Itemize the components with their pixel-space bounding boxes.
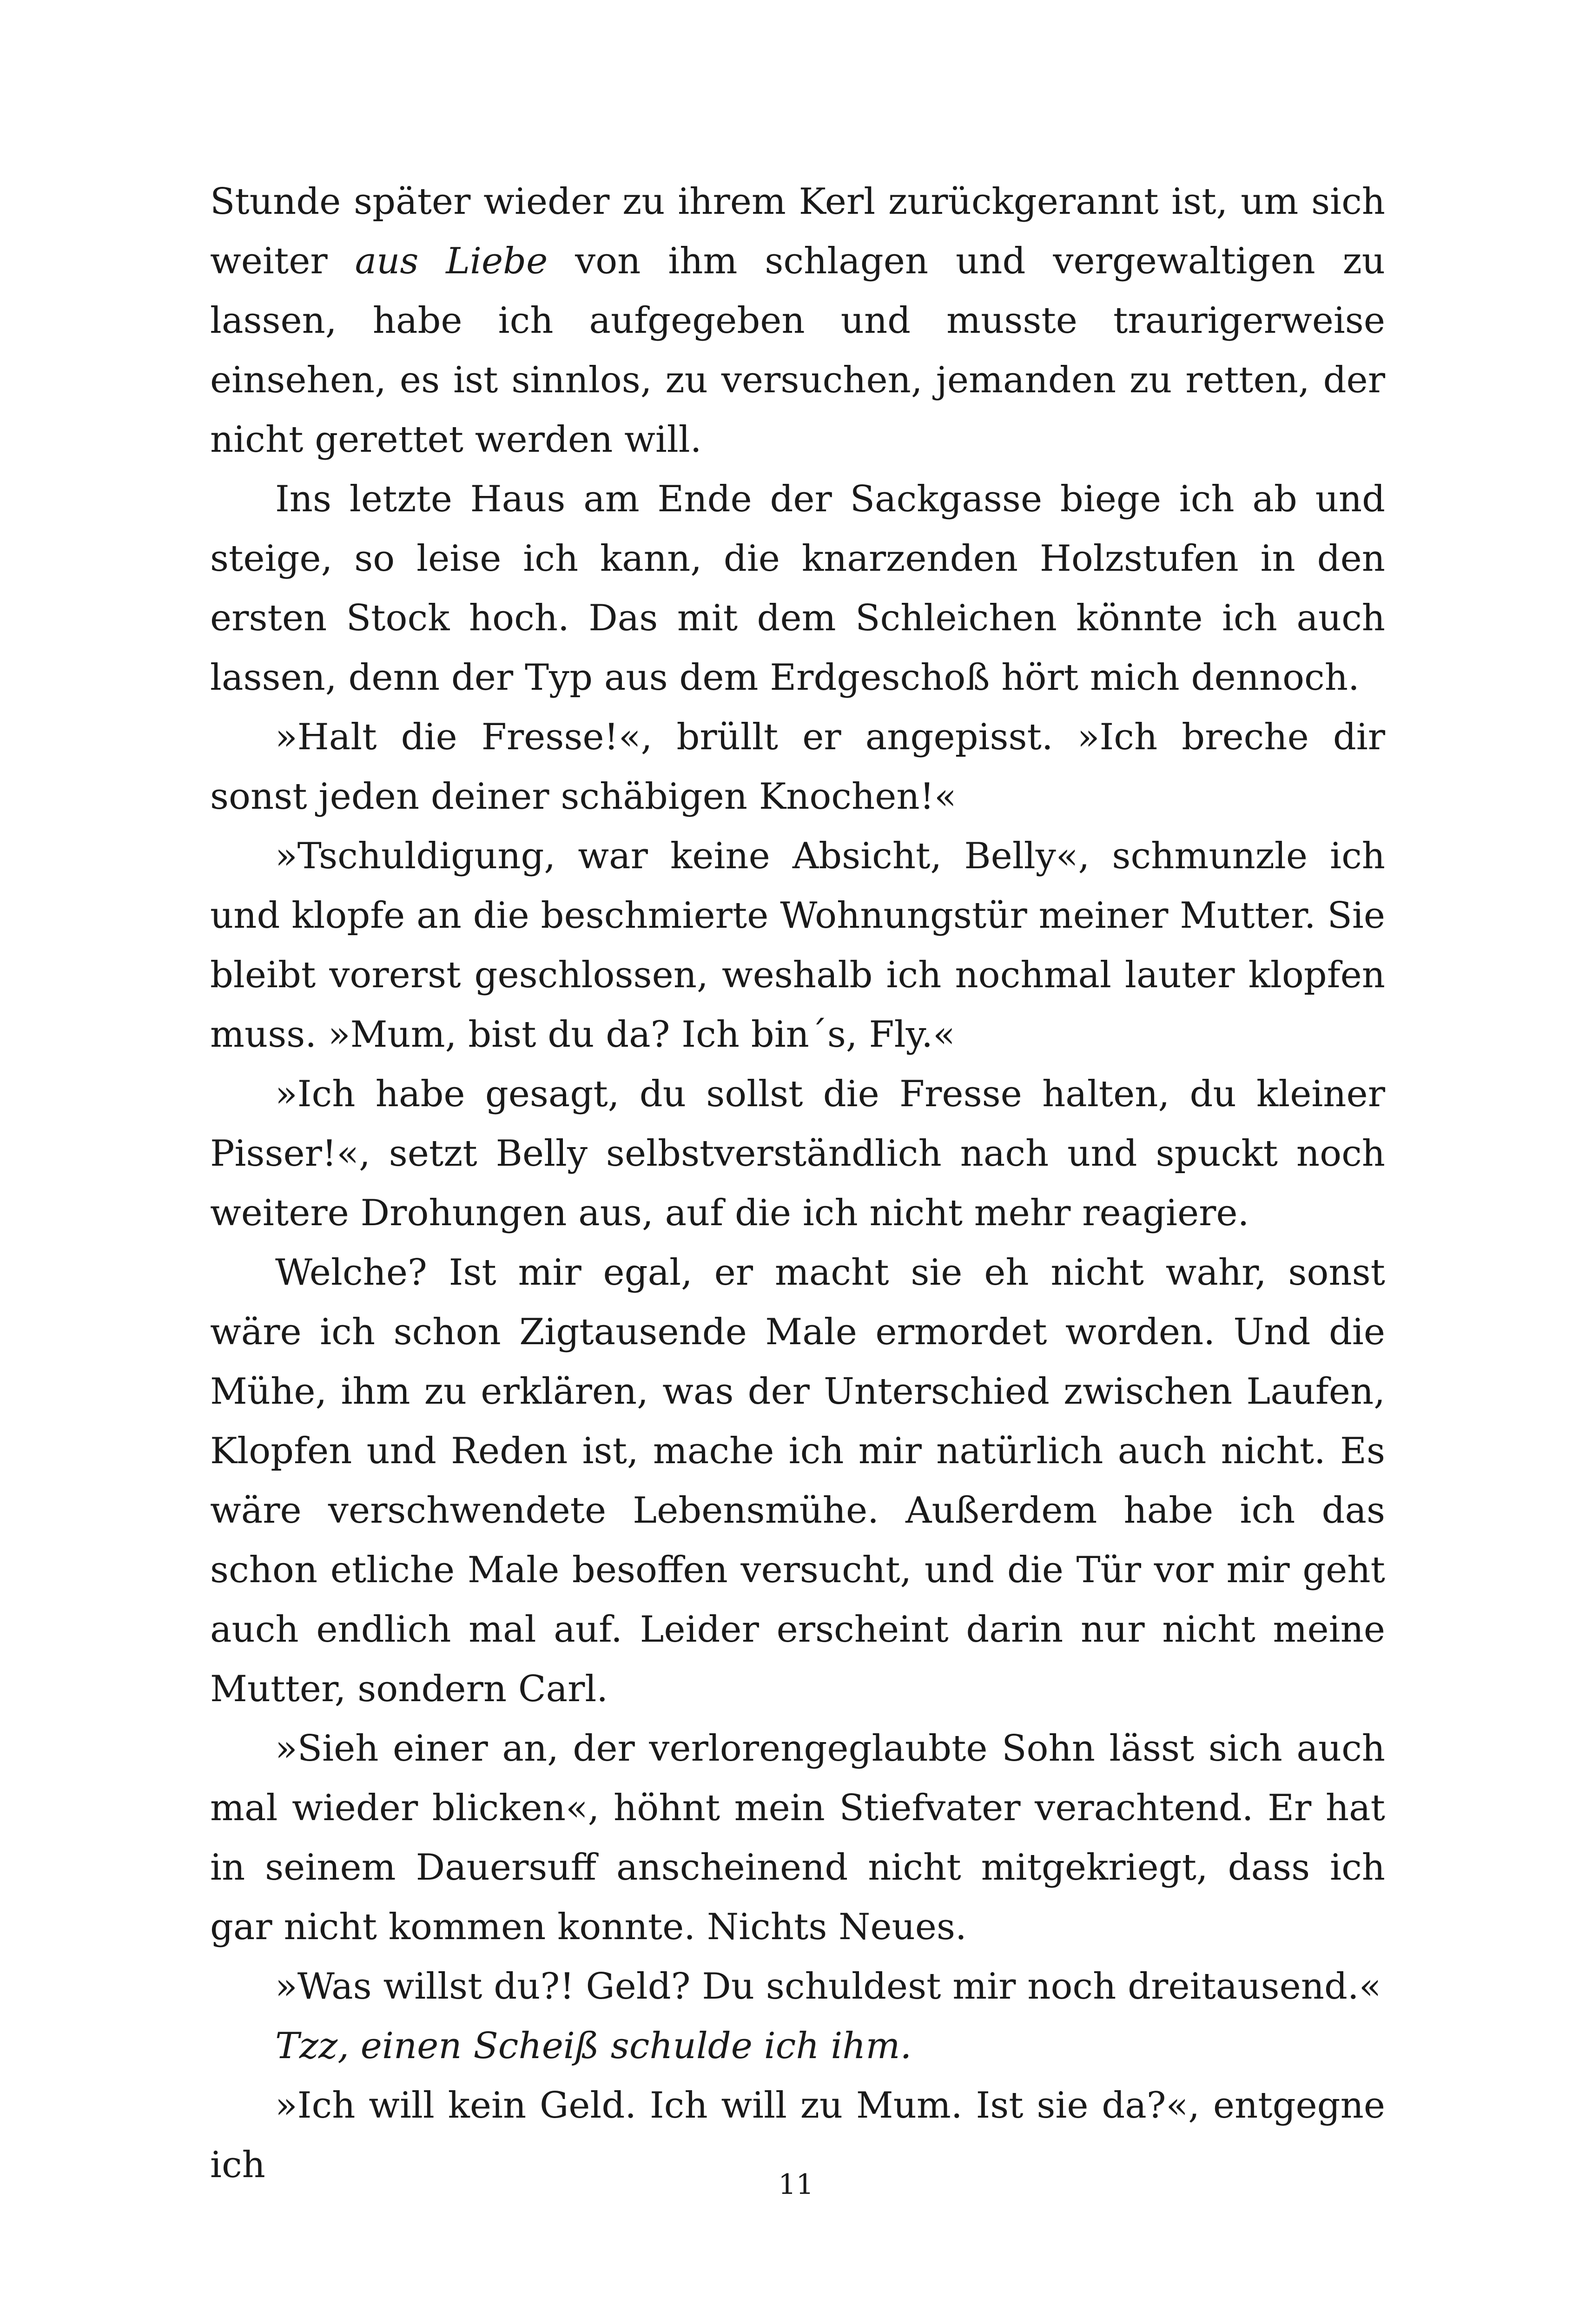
book-page-text bbox=[210, 172, 1385, 2195]
paragraph-6: Welche? Ist mir egal, er macht sie eh nicht wahr, sonst wäre ich schon Zigtausende Male ermordet worden. Und die Mühe, ihm zu erklären, was der Unterschied zwischen Laufen, Klopfen und Reden ist, mache ich mir natürlich auch nicht. Es wäre verschwendete Lebensmühe. Außerdem habe ich das schon etliche Male besoffen versucht, und die Tür vor mir geht auch endlich mal auf. Leider erscheint darin nur nicht meine Mutter, sondern Carl. bbox=[210, 1252, 1385, 1710]
paragraph-2: Ins letzte Haus am Ende der Sackgasse biege ich ab und steige, so leise ich kann, die knarzenden Holzstufen in den ersten Stock hoch. Das mit dem Schleichen könnte ich auch lassen, denn der Typ aus dem Erdgeschoß hört mich dennoch. bbox=[210, 478, 1385, 699]
paragraph-8: »Was willst du?! Geld? Du schuldest mir noch dreitausend.« bbox=[275, 1966, 1381, 2007]
paragraph-9-thought: Tzz, einen Scheiß schulde ich ihm. bbox=[275, 2025, 912, 2067]
paragraph-5: »Ich habe gesagt, du sollst die Fresse halten, du kleiner Pisser!«, setzt Belly selbstverständlich nach und spuckt noch weitere Drohungen aus, auf die ich nicht mehr reagiere. bbox=[210, 1073, 1385, 1234]
paragraph-1-emphasis: aus Liebe bbox=[355, 240, 548, 282]
page-number: 11 bbox=[778, 2168, 814, 2201]
paragraph-1 bbox=[210, 172, 1385, 469]
paragraph-1-part-1: Stunde später wieder zu ihrem Kerl zurückgerannt ist, um sich weiter bbox=[210, 181, 1385, 282]
paragraph-10: »Ich will kein Geld. Ich will zu Mum. Ist sie da?«, entgegne ich bbox=[210, 2085, 1385, 2186]
paragraph-1-part-3: von ihm schlagen und vergewaltigen zu lassen, habe ich aufgegeben und musste traurigerweise einsehen, es ist sinnlos, zu versuchen, jemanden zu retten, der nicht gerettet werden will. bbox=[210, 240, 1385, 461]
paragraph-4: »Tschuldigung, war keine Absicht, Belly«, schmunzle ich und klopfe an die beschmierte Wohnungstür meiner Mutter. Sie bleibt vorerst geschlossen, weshalb ich nochmal lauter klopfen muss. »Mum, bist du da? Ich bin´s, Fly.« bbox=[210, 835, 1385, 1056]
paragraph-3: »Halt die Fresse!«, brüllt er angepisst. »Ich breche dir sonst jeden deiner schäbigen Knochen!« bbox=[210, 716, 1385, 818]
paragraph-7: »Sieh einer an, der verlorengeglaubte Sohn lässt sich auch mal wieder blicken«, höhnt mein Stiefvater verachtend. Er hat in seinem Dauersuff anscheinend nicht mitgekriegt, dass ich gar nicht kommen konnte. Nichts Neues. bbox=[210, 1728, 1385, 1948]
